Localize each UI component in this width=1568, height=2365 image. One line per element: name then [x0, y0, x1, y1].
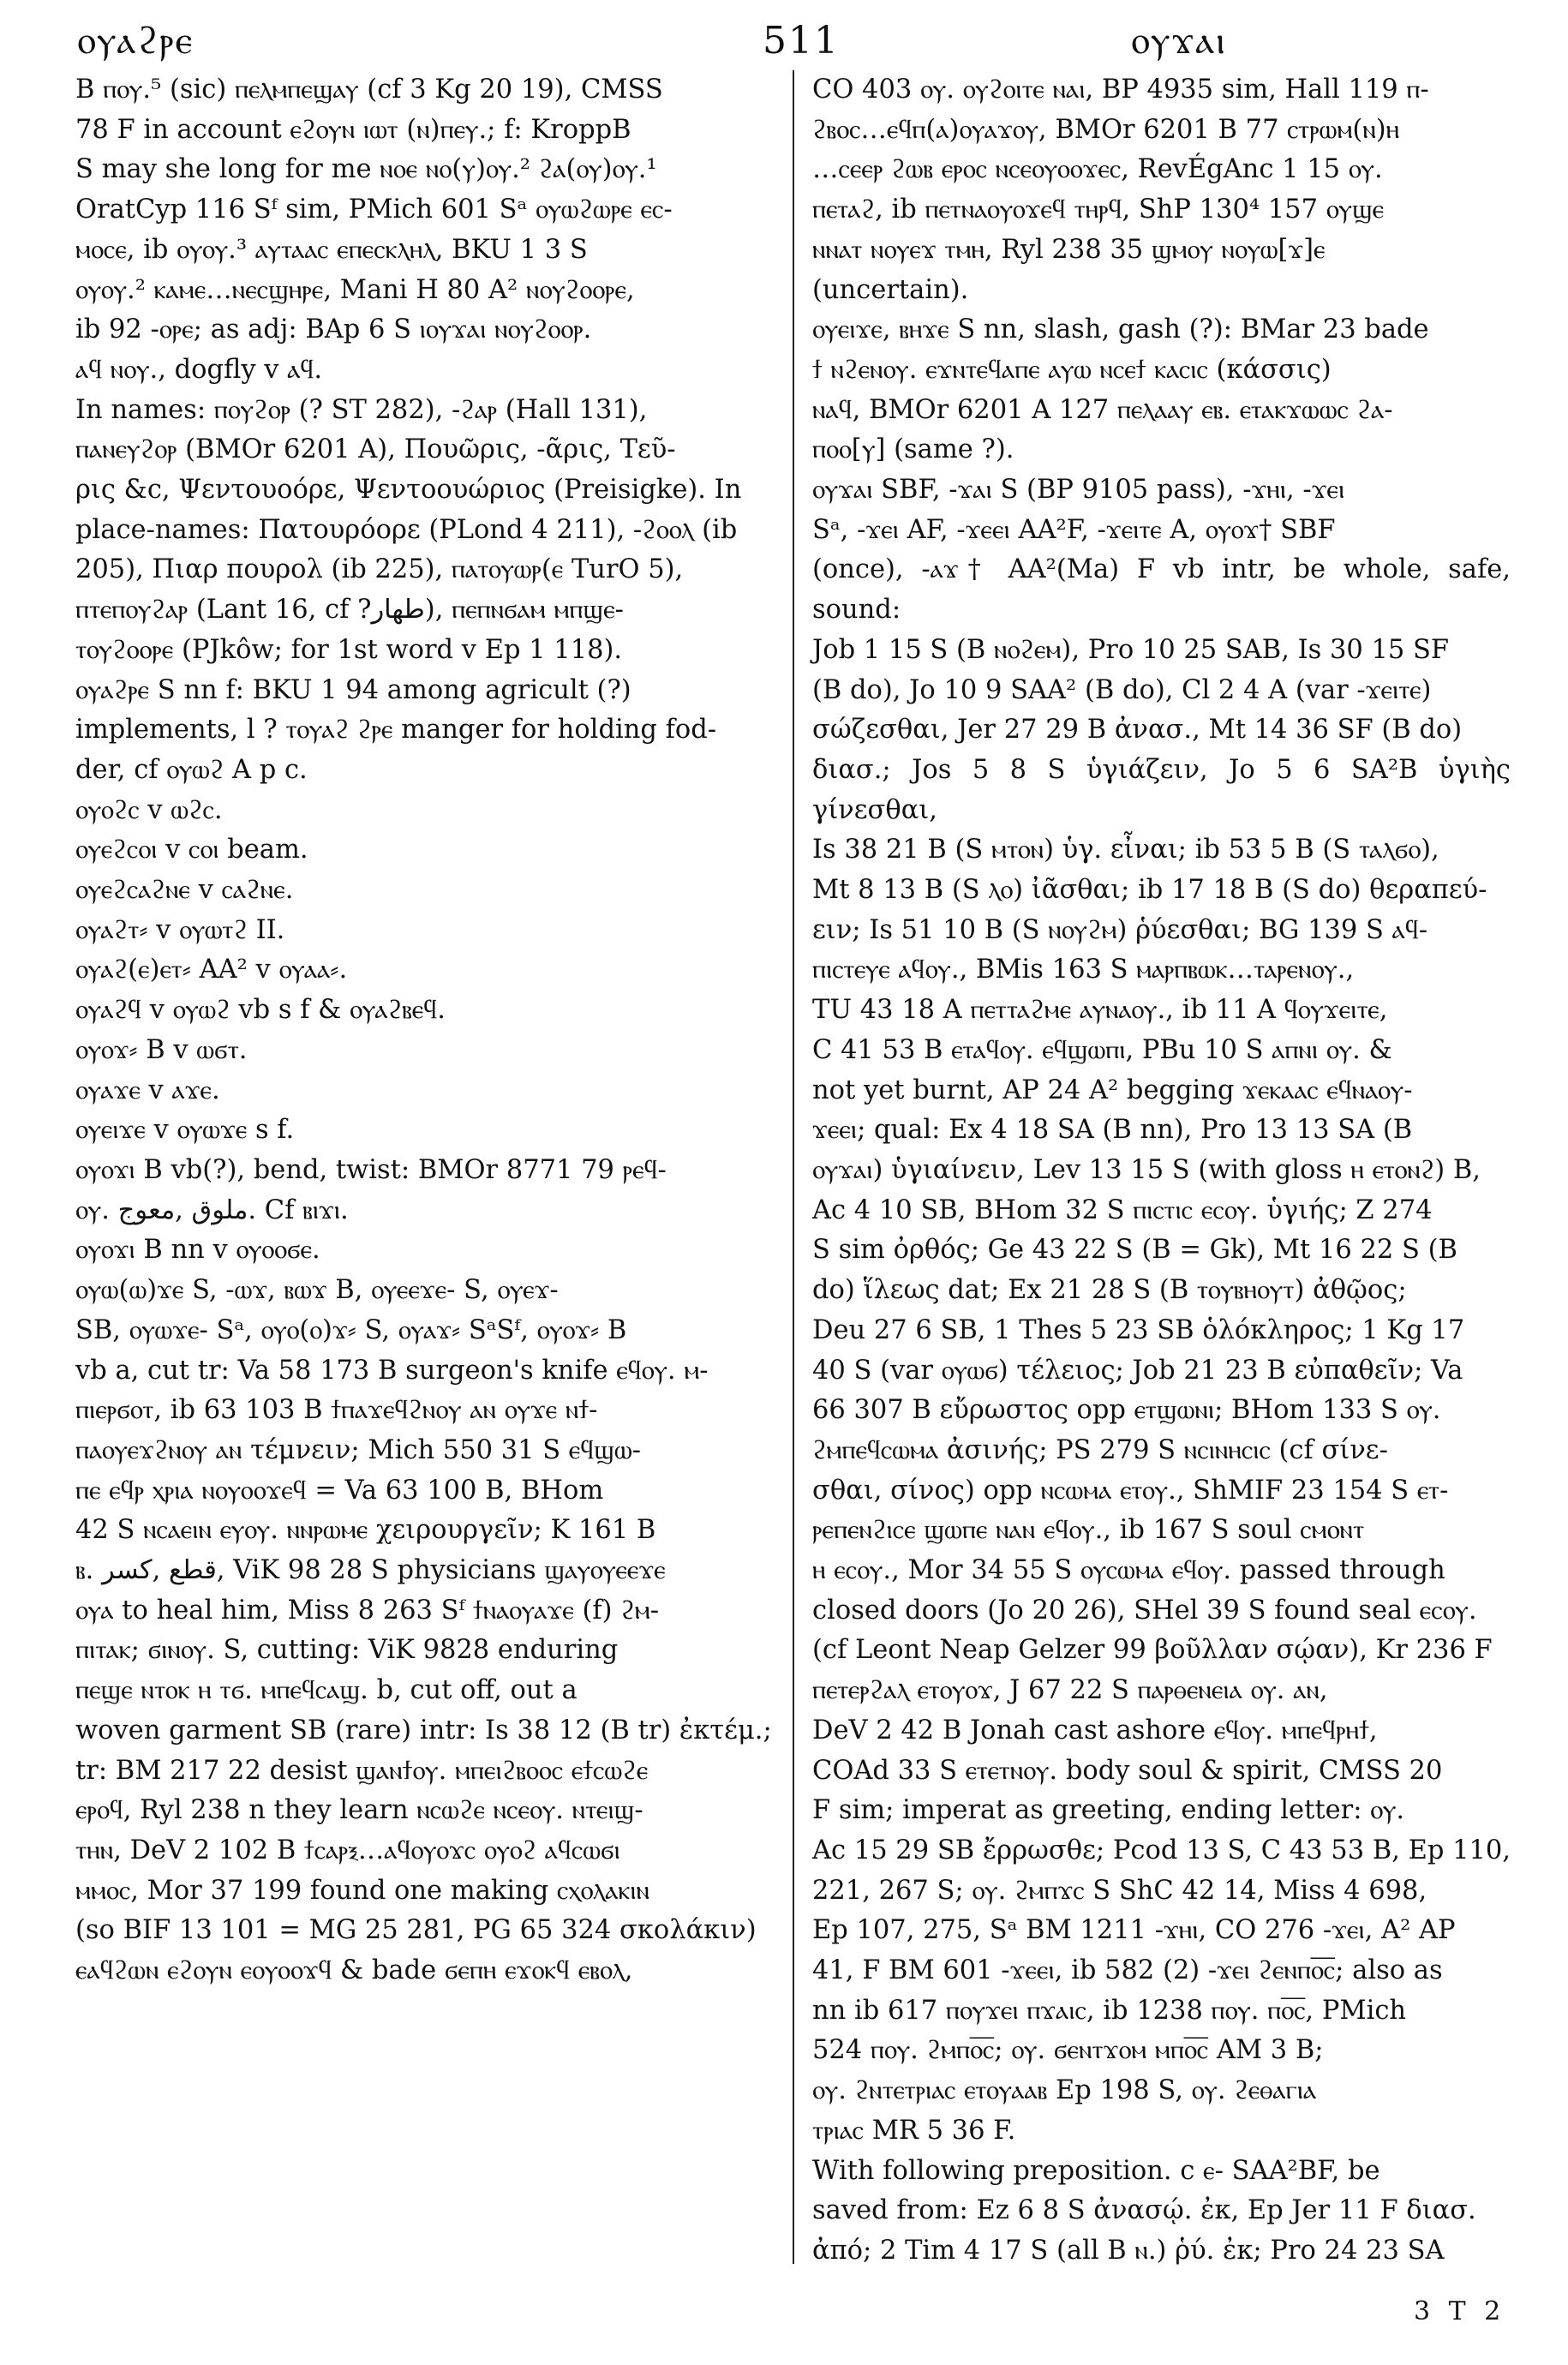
- text-line: 78 F in account ⲉϩⲟⲩⲛ ⲓⲱⲧ (ⲛ)ⲡⲉⲩ.; f: KroppB: [75, 114, 631, 145]
- text-line: With following preposition. c ⲉ- SAA²BF, be: [812, 2155, 1380, 2186]
- text-line: CO 403 ⲟⲩ. ⲟⲩϩⲟⲓⲧⲉ ⲛⲁⲓ, BP 4935 sim, Hall 119 ⲡ-: [812, 75, 1429, 105]
- text-line: σώζεσθαι, Jer 27 29 B ἀνασ., Mt 14 36 SF (B do): [812, 715, 1463, 745]
- text-line: ⲛⲁϥ, BMOr 6201 A 127 ⲡⲉⲗⲁⲁⲩ ⲉⲃ. ⲉⲧⲁⲕϫⲱⲱⲥ ϩⲁ-: [812, 394, 1393, 425]
- text-line: SB, ⲟⲩⲱϫⲉ- Sᵃ, ⲟⲩⲟ(ⲟ)ϫ⸗ S, ⲟⲩⲁϫ⸗ SᵃSᶠ, ⲟⲩⲟϫ⸗ B: [75, 1314, 627, 1345]
- text-line: Deu 27 6 SB, 1 Thes 5 23 SB ὁλόκληρος; 1 Kg 17: [812, 1314, 1465, 1345]
- text-line: 221, 267 S; ⲟⲩ. ϩⲙⲡϫⲥ S ShC 42 14, Miss 4 698,: [812, 1875, 1427, 1906]
- text-line: ⲟⲩⲟϫ⸗ B v ⲱϭⲧ.: [75, 1034, 248, 1065]
- text-line: ⲟⲩⲁϩⲣⲉ S nn f: BKU 1 94 among agricult (?): [75, 674, 631, 705]
- text-line: 524 ⲡⲟⲩ. ϩⲙⲡⲟ̅ⲥ̅; ⲟⲩ. ϭⲉⲛⲧϫⲟⲙ ⲙⲡⲟ̅ⲥ̅ AM 3 B;: [812, 2035, 1324, 2066]
- text-line: C 41 53 B ⲉⲧⲁϥⲟⲩ. ⲉϥϣⲱⲡⲓ, PBu 10 S ⲁⲡⲛⲓ ⲟⲩ. &: [812, 1034, 1392, 1065]
- text-line: ⲙⲟⲥⲉ, ib ⲟⲩⲟⲩ.³ ⲁⲩⲧⲁⲁⲥ ⲉⲡⲉⲥⲕⲗⲏⲗ, BKU 1 3 S: [75, 234, 588, 265]
- text-line: ⲡⲁⲛⲉⲩϩⲟⲣ (BMOr 6201 A), Πουῶρις, -ᾶρις, Τεῦ-: [75, 434, 676, 465]
- text-line: (cf Leont Neap Gelzer 99 βοῦλλαν σῴαν), Kr 236 F: [812, 1635, 1493, 1666]
- text-line: ⲡⲉ ⲉϥⲣ ⲭⲣⲓⲁ ⲛⲟⲩⲟⲟϫⲉϥ = Va 63 100 B, BHom: [75, 1475, 604, 1506]
- text-line: ⲉⲁϥϩⲱⲛ ⲉϩⲟⲩⲛ ⲉⲟⲩⲟⲟϫϥ & bade ϭⲉⲡⲏ ⲉϫⲟⲕϥ ⲉⲃⲟⲗ,: [75, 1955, 633, 1986]
- text-line: ⲟⲩⲁ to heal him, Miss 8 263 Sᶠ ϯⲛⲁⲟⲩⲁϫⲉ (f) ϩⲙ-: [75, 1595, 660, 1626]
- text-line: ⲧⲏⲛ, DeV 2 102 B ϯⲥⲁⲣⲝ…ⲁϥⲟⲩⲟϫⲥ ⲟⲩⲟϩ ⲁϥⲥⲱϭⲓ: [75, 1835, 620, 1865]
- text-line: closed doors (Jo 20 26), SHel 39 S found seal ⲉⲥⲟⲩ.: [812, 1595, 1477, 1626]
- text-line: 42 S ⲛⲥⲁⲉⲓⲛ ⲉⲩⲟⲩ. ⲛⲛⲣⲱⲙⲉ χειρουργεῖν; K 161 B: [75, 1515, 656, 1546]
- text-line: ⲡⲓⲥⲧⲉⲩⲉ ⲁϥⲟⲩ., BMis 163 S ⲙⲁⲣⲡⲃⲱⲕ…ⲧⲁⲣⲉⲛⲟⲩ.,: [812, 955, 1355, 985]
- text-line: ⲟⲩϫⲁⲓ) ὑγιαίνειν, Lev 13 15 S (with gloss ⲏ ⲉⲧⲟⲛϩ) B,: [812, 1154, 1481, 1185]
- text-line: ⲏ ⲉⲥⲟⲩ., Mor 34 55 S ⲟⲩⲥⲱⲙⲁ ⲉϥⲟⲩ. passed through: [812, 1555, 1445, 1586]
- text-line: ⲡⲉⲧⲉⲣϩⲁⲗ ⲉⲧⲟⲩⲟϫ, J 67 22 S ⲡⲁⲣⲑⲉⲛⲉⲓⲁ ⲟⲩ. ⲁⲛ,: [812, 1675, 1328, 1706]
- text-line: ⲟⲩ. ϩⲛⲧⲉⲧⲣⲓⲁⲥ ⲉⲧⲟⲩⲁⲁⲃ Ep 198 S, ⲟⲩ. ϩⲉⲑⲁⲅⲓⲁ: [812, 2075, 1317, 2106]
- text-line: ib 92 -ⲟⲣⲉ; as adj: BAp 6 S ⲓⲟⲩϫⲁⲓ ⲛⲟⲩϩⲟⲟⲣ.: [75, 314, 592, 345]
- text-line: ρις &c, Ψεντουοόρε, Ψεντοουώριος (Preisigke). In: [75, 475, 742, 506]
- text-line: ϯ ⲛϩⲉⲛⲟⲩ. ⲉϫⲛⲧⲉϥⲁⲡⲉ ⲁⲩⲱ ⲛⲥⲉϯ ⲕⲁⲥⲓⲥ (κάσσις): [812, 354, 1332, 385]
- text-line: In names: ⲡⲟⲩϩⲟⲣ (? ST 282), -ϩⲁⲣ (Hall 131),: [75, 394, 648, 425]
- text-line: ἀπό; 2 Tim 4 17 S (all B ⲛ.) ῥύ. ἐκ; Pro 24 23 SA: [812, 2235, 1445, 2266]
- text-line: ⲃ. قطع ,كسر, ViK 98 28 S physicians ϣⲁⲩⲟⲩⲉⲉϫⲉ: [75, 1555, 666, 1586]
- text-line: (B do), Jo 10 9 SAA² (B do), Cl 2 4 A (var -ϫⲉⲓⲧⲉ): [812, 674, 1432, 705]
- text-line: S may she long for me ⲛⲟⲉ ⲛⲟ(ⲩ)ⲟⲩ.² ϩⲁ(ⲟⲩ)ⲟⲩ.¹: [75, 154, 657, 185]
- text-line: 40 S (var ⲟⲩⲱϭ) τέλειος; Job 21 23 B εὐπαθεῖν; Va: [812, 1355, 1463, 1386]
- signature-mark: 3 T 2: [1414, 2296, 1506, 2326]
- text-line: ⲛⲛⲁⲧ ⲛⲟⲩⲉϫ ⲧⲙⲏ, Ryl 238 35 ϣⲙⲟⲩ ⲛⲟⲩⲱ[ϫ]ⲉ: [812, 234, 1326, 265]
- text-line: (once), -ⲁϫ† AA²(Ma) F vb intr, be whole, safe, sound:: [812, 554, 1511, 626]
- text-line: ⲟⲩⲉⲓϫⲉ v ⲟⲩⲱϫⲉ s f.: [75, 1115, 295, 1146]
- text-line: do) ἵλεως dat; Ex 21 28 S (B ⲧⲟⲩⲃⲏⲟⲩⲧ) ἀθῷος;: [812, 1275, 1407, 1306]
- text-line: ⲟⲩⲟϩⲥ v ⲱϩⲥ.: [75, 794, 223, 825]
- text-line: ⲡⲟⲟ[ⲩ] (same ?).: [812, 434, 1014, 465]
- text-line: DeV 2 42 B Jonah cast ashore ⲉϥⲟⲩ. ⲙⲡⲉϥⲣⲏϯ,: [812, 1715, 1378, 1745]
- text-line: ⲡⲉⲧⲁϩ, ib ⲡⲉⲧⲛⲁⲟⲩⲟϫⲉϥ ⲧⲏⲣϥ, ShP 130⁴ 157 ⲟⲩϣⲉ: [812, 195, 1385, 225]
- text-line: woven garment SB (rare) intr: Is 38 12 (B tr) ἐκτέμ.;: [75, 1715, 772, 1745]
- text-line: ⲟⲩⲟϫⲓ B vb(?), bend, twist: BMOr 8771 79 ⲣⲉϥ-: [75, 1154, 667, 1185]
- text-line: ⲟⲩⲟⲩ.² ⲕⲁⲙⲉ…ⲛⲉⲥϣⲏⲣⲉ, Mani H 80 A² ⲛⲟⲩϩⲟⲟⲣⲉ,: [75, 274, 635, 305]
- text-line: nn ib 617 ⲡⲟⲩϫⲉⲓ ⲡϫⲁⲓⲥ, ib 1238 ⲡⲟⲩ. ⲡⲟ̅ⲥ̅, PMich: [812, 1995, 1407, 2026]
- text-line: Ac 15 29 SB ἔρρωσθε; Pcod 13 S, C 43 53 B, Ep 110,: [812, 1835, 1511, 1865]
- running-head-left: ⲟⲩⲁϩⲣⲉ: [77, 19, 195, 63]
- text-line: TU 43 18 A ⲡⲉⲧⲧⲁϩⲙⲉ ⲁⲩⲛⲁⲟⲩ., ib 11 A ϥⲟⲩϫⲉⲓⲧⲉ,: [812, 995, 1388, 1026]
- text-line: B ⲡⲟⲩ.⁵ (sic) ⲡⲉⲗⲙⲡⲉϣⲁⲩ (cf 3 Kg 20 19), CMSS: [75, 75, 663, 105]
- text-line: 205), Πιαρ πουρολ (ib 225), ⲡⲁⲧⲟⲩⲱⲣ(ⲉ TurO 5),: [75, 554, 684, 585]
- text-line: ϩⲃⲟⲥ…ⲉϥⲡ(ⲁ)ⲟⲩⲁϫⲟⲩ, BMOr 6201 B 77 ⲥⲧⲣⲱⲙ(ⲛ)ⲏ: [812, 114, 1400, 145]
- text-line: 41, F BM 601 -ϫⲉⲉⲓ, ib 582 (2) -ϫⲉⲓ ϩⲉⲛⲡⲟ̅ⲥ̅; also as: [812, 1955, 1443, 1986]
- text-line: ⲡⲉϣⲉ ⲛⲧⲟⲕ ⲏ ⲧϭ. ⲙⲡⲉϥⲥⲁϣ. b, cut off, out a: [75, 1675, 578, 1706]
- text-line: 66 307 B εὔρωστος opp ⲉⲧϣⲱⲛⲓ; BHom 133 S ⲟⲩ.: [812, 1395, 1441, 1426]
- text-line: tr: BM 217 22 desist ϣⲁⲛϯⲟⲩ. ⲙⲡⲉⲓϩⲃⲟⲟⲥ ⲉϯⲥⲱϩⲉ: [75, 1755, 649, 1786]
- text-line: ⲟⲩⲁϫⲉ v ⲁϫⲉ.: [75, 1075, 220, 1105]
- page-header: [60, 19, 1568, 70]
- text-line: Job 1 15 S (B ⲛⲟϩⲉⲙ), Pro 10 25 SAB, Is 30 15 SF: [812, 634, 1450, 665]
- text-line: ⲣⲉⲡⲉⲛϩⲓⲥⲉ ϣⲱⲡⲉ ⲛⲁⲛ ⲉϥⲟⲩ., ib 167 S soul ⲥⲙⲟⲛⲧ: [812, 1515, 1365, 1546]
- text-line: Is 38 21 B (S ⲙⲧⲟⲛ) ὑγ. εἶναι; ib 53 5 B (S ⲧⲁⲗϭⲟ),: [812, 835, 1439, 865]
- text-line: ⲧⲟⲩϩⲟⲟⲣⲉ (PJkôw; for 1st word v Ep 1 118).: [75, 634, 623, 665]
- text-line: σθαι, σίνος) opp ⲛⲥⲱⲙⲁ ⲉⲧⲟⲩ., ShMIF 23 154 S ⲉⲧ-: [812, 1475, 1449, 1506]
- text-line: ⲟⲩⲟϫⲓ B nn v ⲟⲩⲟⲟϭⲉ.: [75, 1235, 320, 1266]
- left-column: [75, 70, 774, 1991]
- text-line: Ac 4 10 SB, BHom 32 S ⲡⲓⲥⲧⲓⲥ ⲉⲥⲟⲩ. ὑγιής; Z 274: [812, 1194, 1433, 1225]
- text-line: ⲟⲩϫⲁⲓ SBF, -ϫⲁⲓ S (BP 9105 pass), -ϫⲏⲓ, -ϫⲉⲓ: [812, 475, 1345, 506]
- text-line: ⲡⲁⲟⲩⲉϫϩⲛⲟⲩ ⲁⲛ τέμνειν; Mich 550 31 S ⲉϥϣⲱ-: [75, 1434, 642, 1465]
- text-line: ⲟⲩⲉϩⲥⲁϩⲛⲉ v ⲥⲁϩⲛⲉ.: [75, 875, 294, 906]
- text-line: saved from: Ez 6 8 S ἀνασῴ. ἐκ, Ep Jer 11 F διασ.: [812, 2195, 1476, 2226]
- text-line: ⲟⲩⲁϩⲧ⸗ v ⲟⲩⲱⲧϩ II.: [75, 914, 285, 945]
- text-line: place-names: Πατουρόορε (PLond 4 211), -ϩⲟⲟⲗ (ib: [75, 514, 738, 545]
- text-line: ειν; Is 51 10 B (S ⲛⲟⲩϩⲙ) ῥύεσθαι; BG 139 S ⲁϥ-: [812, 914, 1428, 945]
- text-line: (so BIF 13 101 = MG 25 281, PG 65 324 σκολάκιν): [75, 1915, 757, 1946]
- text-line: not yet burnt, AP 24 A² begging ϫⲉⲕⲁⲁⲥ ⲉϥⲛⲁⲟⲩ-: [812, 1075, 1413, 1105]
- text-line: ⲡⲓⲧⲁⲕ; ϭⲓⲛⲟⲩ. S, cutting: ViK 9828 enduring: [75, 1635, 619, 1666]
- text-line: ϫⲉⲉⲓ; qual: Ex 4 18 SA (B nn), Pro 13 13 SA (B: [812, 1115, 1413, 1146]
- text-line: implements, l ? ⲧⲟⲩⲁϩ ϩⲣⲉ manger for holding fod-: [75, 715, 717, 745]
- text-line: ⲟⲩ. ملوق ,معوج. Cf ⲃⲓϫⲓ.: [75, 1194, 349, 1225]
- text-line: ⲁϥ ⲛⲟⲩ., dogfly v ⲁϥ.: [75, 354, 323, 385]
- text-line: ⲙⲙⲟⲥ, Mor 37 199 found one making ⲥⲭⲟⲗⲁⲕⲓⲛ: [75, 1875, 650, 1906]
- text-line: διασ.; Jos 5 8 S ὑγιάζειν, Jo 5 6 SA²B ὑγιὴς γίνεσθαι,: [812, 754, 1511, 825]
- text-line: Mt 8 13 B (S ⲗⲟ) ἰᾶσθαι; ib 17 18 B (S do) θεραπεύ-: [812, 875, 1487, 906]
- text-line: vb a, cut tr: Va 58 173 B surgeon's knife ⲉϥⲟⲩ. ⲙ-: [75, 1355, 709, 1386]
- text-line: …ⲥⲉⲉⲣ ϩⲱⲃ ⲉⲣⲟⲥ ⲛⲥⲉⲟⲩⲟⲟϫⲉⲥ, RevÉgAnc 1 15 ⲟⲩ.: [812, 154, 1383, 185]
- text-line: OratCyp 116 Sᶠ sim, PMich 601 Sᵃ ⲟⲩⲱϩⲱⲣⲉ ⲉⲥ-: [75, 195, 673, 225]
- page-number: 511: [763, 19, 840, 63]
- text-line: ⲟⲩⲉϩⲥⲟⲓ v ⲥⲟⲓ beam.: [75, 835, 308, 865]
- text-line: (uncertain).: [812, 274, 969, 305]
- text-line: Sᵃ, -ϫⲉⲓ AF, -ϫⲉⲉⲓ AA²F, -ϫⲉⲓⲧⲉ A, ⲟⲩⲟϫ† SBF: [812, 514, 1336, 545]
- text-line: F sim; imperat as greeting, ending letter: ⲟⲩ.: [812, 1795, 1405, 1826]
- text-line: ⲟⲩⲉⲓϫⲉ, ⲃⲏϫⲉ S nn, slash, gash (?): BMar 23 bade: [812, 314, 1429, 345]
- text-line: ⲟⲩⲱ(ⲱ)ϫⲉ S, -ⲱϫ, ⲃⲱϫ B, ⲟⲩⲉⲉϫⲉ- S, ⲟⲩⲉϫ-: [75, 1275, 559, 1306]
- text-line: Ep 107, 275, Sᵃ BM 1211 -ϫⲏⲓ, CO 276 -ϫⲉⲓ, A² AP: [812, 1915, 1456, 1946]
- text-line: ⲉⲣⲟϥ, Ryl 238 n they learn ⲛⲥⲱϩⲉ ⲛⲥⲉⲟⲩ. ⲛⲧⲉⲓϣ-: [75, 1795, 643, 1826]
- text-line: ⲡⲓⲉⲣϭⲟⲧ, ib 63 103 B ϯⲡⲁϫⲉϥϩⲛⲟⲩ ⲁⲛ ⲟⲩϫⲉ ⲛϯ-: [75, 1395, 598, 1426]
- text-line: der, cf ⲟⲩⲱϩ A p c.: [75, 754, 308, 785]
- text-line: ϩⲙⲡⲉϥⲥⲱⲙⲁ ἀσινής; PS 279 S ⲛⲥⲓⲛⲏⲥⲓⲥ (cf σίνε-: [812, 1434, 1388, 1465]
- right-column: [812, 70, 1511, 2272]
- text-line: ⲟⲩⲁϩϥ v ⲟⲩⲱϩ vb s f & ⲟⲩⲁϩⲃⲉϥ.: [75, 995, 446, 1026]
- column-divider: [793, 70, 794, 2264]
- text-line: ⲧⲣⲓⲁⲥ MR 5 36 F.: [812, 2115, 1016, 2146]
- running-head-right: ⲟⲩϫⲁⲓ: [1131, 19, 1227, 63]
- text-line: S sim ὀρθός; Ge 43 22 S (B = Gk), Mt 16 22 S (B: [812, 1235, 1457, 1266]
- text-line: ⲟⲩⲁϩ(ⲉ)ⲉⲧ⸗ AA² v ⲟⲩⲁⲁ⸗.: [75, 955, 348, 985]
- text-line: COAd 33 S ⲉⲧⲉⲧⲛⲟⲩ. body soul & spirit, CMSS 20: [812, 1755, 1443, 1786]
- text-line: ⲡⲧⲉⲡⲟⲩϩⲁⲣ (Lant 16, cf ?طهار), ⲡⲉⲡⲛϭⲁⲙ ⲙⲡϣⲉ-: [75, 595, 624, 626]
